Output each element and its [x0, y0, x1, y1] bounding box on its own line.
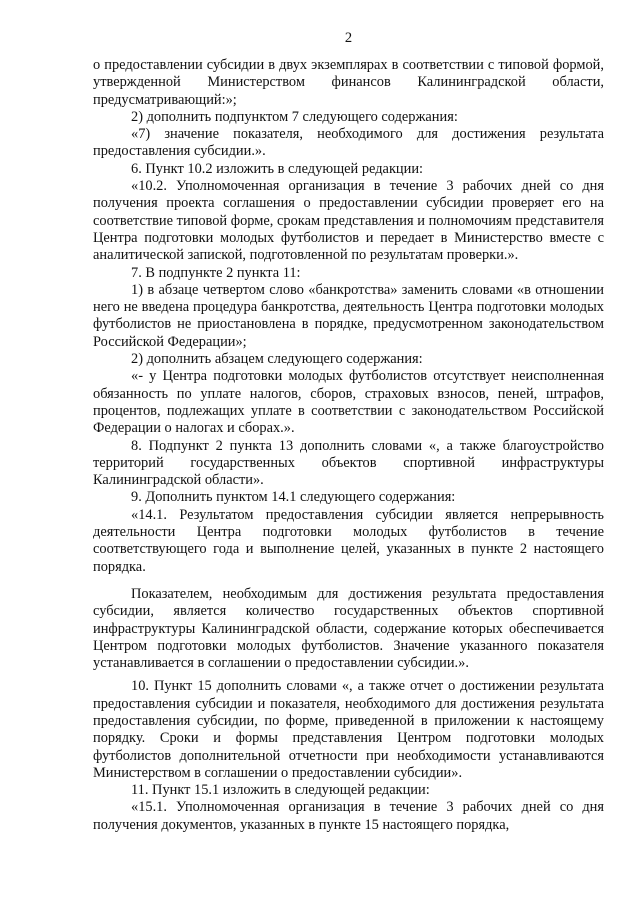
- paragraph: о предоставлении субсидии в двух экземплярах в соответствии с типовой формой, утвержденной Министерством финансов Калининградской области, предусматривающий:»;: [93, 57, 604, 108]
- paragraph: «15.1. Уполномоченная организация в течение 3 рабочих дней со дня получения документов, указанных в пункте 15 настоящего порядка,: [93, 799, 604, 833]
- paragraph: 11. Пункт 15.1 изложить в следующей редакции:: [131, 782, 430, 799]
- paragraph: 1) в абзаце четвертом слово «банкротства» заменить словами «в отношении него не введена процедура банкротства, деятельность Центра подготовки молодых футболистов не приостановлена в порядке, предусмотренном законодательством Российской Федерации»;: [93, 281, 604, 350]
- paragraph: «- у Центра подготовки молодых футболистов отсутствует неисполненная обязанность по уплате налогов, сборов, страховых взносов, пеней, штрафов, процентов, подлежащих уплате в соответствии с законодательством Российской Федерации о налогах и сборах.».: [93, 368, 604, 437]
- paragraph: «7) значение показателя, необходимого для достижения результата предоставления субсидии.».: [93, 126, 604, 160]
- document-body: [93, 57, 604, 834]
- paragraph: Показателем, необходимым для достижения результата предоставления субсидии, является количество государственных объектов спортивной инфраструктуры Калининградской области, содержание которых обеспечивается Центром подготовки молодых футболистов. Значение указанного показателя устанавливается в соглашении о предоставлении субсидии.».: [93, 585, 604, 672]
- paragraph: «14.1. Результатом предоставления субсидии является непрерывность деятельности Центра подготовки молодых футболистов в течение соответствующего года и выполнение целей, указанных в пункте 2 настоящего порядка.: [93, 506, 604, 575]
- paragraph: 8. Подпункт 2 пункта 13 дополнить словами «, а также благоустройство территорий государственных объектов спортивной инфраструктуры Калининградской области».: [93, 437, 604, 489]
- paragraph: 2) дополнить абзацем следующего содержания:: [131, 351, 423, 368]
- paragraph: 2) дополнить подпунктом 7 следующего содержания:: [131, 108, 458, 125]
- page-number: 2: [344, 30, 353, 46]
- paragraph: «10.2. Уполномоченная организация в течение 3 рабочих дней со дня получения проекта соглашения о предоставлении субсидии проверяет его на соответствие типовой форме, срокам представления и полномочиям представителя Центра подготовки молодых футболистов и передает в Министерство вместе с аналитической запиской, подготовленной по результатам проверки.».: [93, 178, 604, 264]
- paragraph: 10. Пункт 15 дополнить словами «, а также отчет о достижении результата предоставления субсидии и показателя, необходимого для достижения результата предоставления субсидии, по форме, приведенной в приложении к настоящему порядку. Сроки и формы представления Центром подготовки молодых футболистов дополнительной отчетности при необходимости устанавливаются Министерством в соглашении о предоставлении субсидии».: [93, 678, 604, 781]
- paragraph: 6. Пункт 10.2 изложить в следующей редакции:: [131, 160, 424, 177]
- paragraph: 7. В подпункте 2 пункта 11:: [131, 264, 301, 281]
- paragraph: 9. Дополнить пунктом 14.1 следующего содержания:: [131, 489, 456, 506]
